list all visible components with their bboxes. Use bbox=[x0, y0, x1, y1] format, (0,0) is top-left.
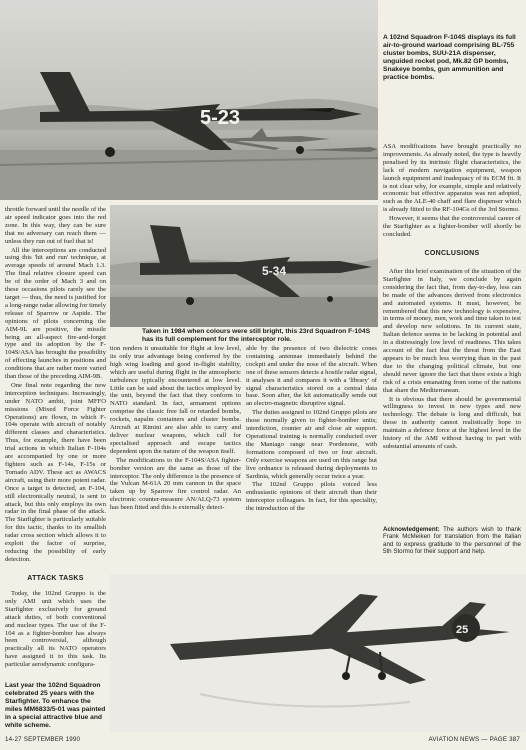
paragraph: throttle forward until the needle of the air speed indicator goes into the red zone. In this way, they can be sure that no adversary can reach them — unless they run out of fuel that is! bbox=[5, 206, 106, 245]
paragraph: ASA modifications have brought practically no improvements. As already noted, the type is heavily penalised by its intrinsic flight characteristics, the lack of modern navigation equipment, weapon launch equipment and inadequacy of its ECM fit. It is not clear why, for example, simple and relatively economic but effective apparatus was not adopted, such as the ALE-40 chaff and flare dispenser which is already fitted to the RF-104Gs of the 3rd Stormo. bbox=[383, 143, 521, 214]
acknowledgement-label: Acknowledgement: bbox=[383, 526, 440, 533]
paragraph: After this brief examination of the situation of the Starfighter in Italy, we conclude by again considering the fact that, from day-to-day, less can be made of the advances derived from electronics and automated systems. It must, however, be remembered that this new technology is expensive, in terms of money, men, work and time taken to test and develop new solutions. In its current state, Italian defence seems to be lacking in potential and in a distressingly low level of readiness. This takes account of the fact that the threat from the East appears to be much less worrying than in the past due to the changing political climate, but one should never ignore the fact that there exists a high risk of a crisis emanating from some of the nations that share the Mediterranean. bbox=[383, 268, 521, 394]
paragraph: One final note regarding the new interception techniques. Increasingly, under NATO ambit, joint MFFO missions (Mixed Force Fighter Operations) are flown, in which F-104s operate with aircraft of notably different classes and characteristics. Thus, for example, there have been trial actions in which Italian F-104s are accompanied by one or more fighters such as F-14s, F-15s or Tornado ADV. These act as AWACS aircraft, using their more potent radar. Once a target is detected, an F-104, still electronically neutral, is sent to attack, but this only employs its own radar in the final phase of the attack. The Starfighter is particularly suitable for this tactic, thanks to its smallish radar cross section which allows it to exploit the factor of surprise, reducing the possibility of early detection. bbox=[5, 381, 106, 563]
photo-bottom-starfighter bbox=[110, 574, 526, 732]
text-column-left bbox=[5, 206, 106, 565]
photo-bottom-marking: 25 bbox=[456, 624, 469, 636]
acknowledgement bbox=[383, 526, 521, 556]
paragraph: able by the presence of two dielectric cones containing antennae immediately behind the cockpit and under the nose of the aircraft. When one of these sensors detects a hostile radar signal, it analyses it and compares it with a 'library' of signal characteristics stored on a central data base. Soon after, the kit automatically sends out an electro-magnetic disruptive signal. bbox=[246, 345, 377, 408]
paragraph: The modifications to the F-104S/ASA fighter-bomber version are the same as those of the interceptor. The only difference is the presence of the Vulcan M-61A 20 mm cannon in the space taken up by Sparrow fire control radar. An electronic counter-measure AN/ALQ-73 system has been fitted and this is externally detect- bbox=[110, 456, 241, 512]
photo-top-illustration bbox=[0, 0, 378, 200]
caption-anniversary: Last year the 102nd Squadron celebrated 25 years with the Starfighter. To enhance the miles MM6833/5-01 was painted in a special attractive blue and white scheme. bbox=[5, 682, 106, 729]
photo-middle-marking: 5-34 bbox=[262, 264, 287, 278]
text-column-left-bottom bbox=[5, 590, 106, 670]
paragraph: The duties assigned to 102nd Gruppo pilots are those normally given to fighter-bomber units; interdiction, counter air and close air support. Operational training is normally conducted over the Maniago range near Pordenone, with formations composed of two or four aircraft. Only exercise weapons are used on this range but live ordnance is released during deployments to Sardinia, which generally occur twice a year. bbox=[246, 409, 377, 480]
footer-date: 14-27 SEPTEMBER 1990 bbox=[5, 736, 81, 743]
photo-top-marking: 5-23 bbox=[200, 107, 241, 129]
footer-page: AVIATION NEWS — PAGE 387 bbox=[428, 736, 520, 743]
text-column-middle bbox=[110, 345, 241, 513]
paragraph: However, it seems that the controversial career of the Starfighter as a fighter-bomber will shortly be concluded. bbox=[383, 215, 521, 238]
text-column-right-top bbox=[383, 143, 521, 240]
caption-warload: A 102nd Squadron F-104S displays its full air-to-ground warload comprising BL-755 cluster bombs, SUU-21A dispenser, unguided rocket pod, Mk.82 GP bombs, Snakeye bombs, gun ammunition and practice bombs. bbox=[383, 34, 516, 81]
heading-conclusions: CONCLUSIONS bbox=[424, 250, 480, 257]
text-column-right-conclusions bbox=[383, 268, 521, 452]
paragraph: The 102nd Gruppo pilots voiced less enthusiastic opinions of their aircraft than their interceptor colleagues. In fact, for this speciality, the introduction of the bbox=[246, 481, 377, 513]
paragraph: tion renders it unsuitable for flight at low level, its only true advantage being conferred by the high wing loading and good in-flight stability, which are useful during flight in the atmospheric turbulence typically encountered at low level. Little can be said about the tactics employed by the unit, beyond the fact that they conform to NATO standard. In fact, armament options comprise the classic free fall or retarded bombs, rockets, napalm containers and cluster bombs. Aircraft at Rimini are also able to carry and deliver nuclear weapons, which call for specialised approach and escape tactics dependent upon the nature of the weapon itself. bbox=[110, 345, 241, 455]
paragraph: Today, the 102nd Gruppo is the only AMI unit which uses the Starfighter exclusively for ground attack duties, of both conventional and nuclear types. The use of the F-104 as a fighter-bomber has always been controversial, although practically all its NATO operators have assigned it to this task. Its particular aerodynamic configura- bbox=[5, 590, 106, 669]
acknowledgement-text: The authors wish to thank Frank McMeiken for translation from the Italian and to express gratitude to the personnel of the 5th Stormo for their support and help. bbox=[383, 526, 521, 556]
photo-top-starfighters bbox=[0, 0, 378, 200]
paragraph: All the interceptions are conducted using this 'hit and run' technique, at average speeds of around Mach 1.3. The final relative closure speed can be of the order of Mach 3 and on these occasions pilots rarely see the target — thus, the need is justified for a long-range radar allowing for timely release of Sparrow or Aspide. The opinions of pilots concerning the AIM-9L are positive, the missile being an all-aspect fire-and-forget type and its adoption by the F-104S/ASA has brought the possibility of effecting launches in positions and conditions that are rather more varied than those of the preceding AIM-9B. bbox=[5, 246, 106, 381]
caption-interceptor: Taken in 1984 when colours were still bright, this 23rd Squadron F-104S has its full complement for the interceptor role. bbox=[142, 328, 371, 343]
heading-attack-tasks: ATTACK TASKS bbox=[27, 575, 84, 582]
photo-bottom-illustration bbox=[110, 574, 526, 732]
paragraph: It is obvious that there should be governmental willingness to invest in new types and new technology. The debate is long and difficult, but those in authority cannot realistically hope to maintain a defence force at the highest level in the history of the AMI without having to part with substantial amounts of cash. bbox=[383, 395, 521, 450]
photo-middle-illustration bbox=[110, 205, 378, 327]
text-column-middle-right bbox=[246, 345, 377, 514]
photo-middle-starfighter bbox=[110, 205, 378, 327]
